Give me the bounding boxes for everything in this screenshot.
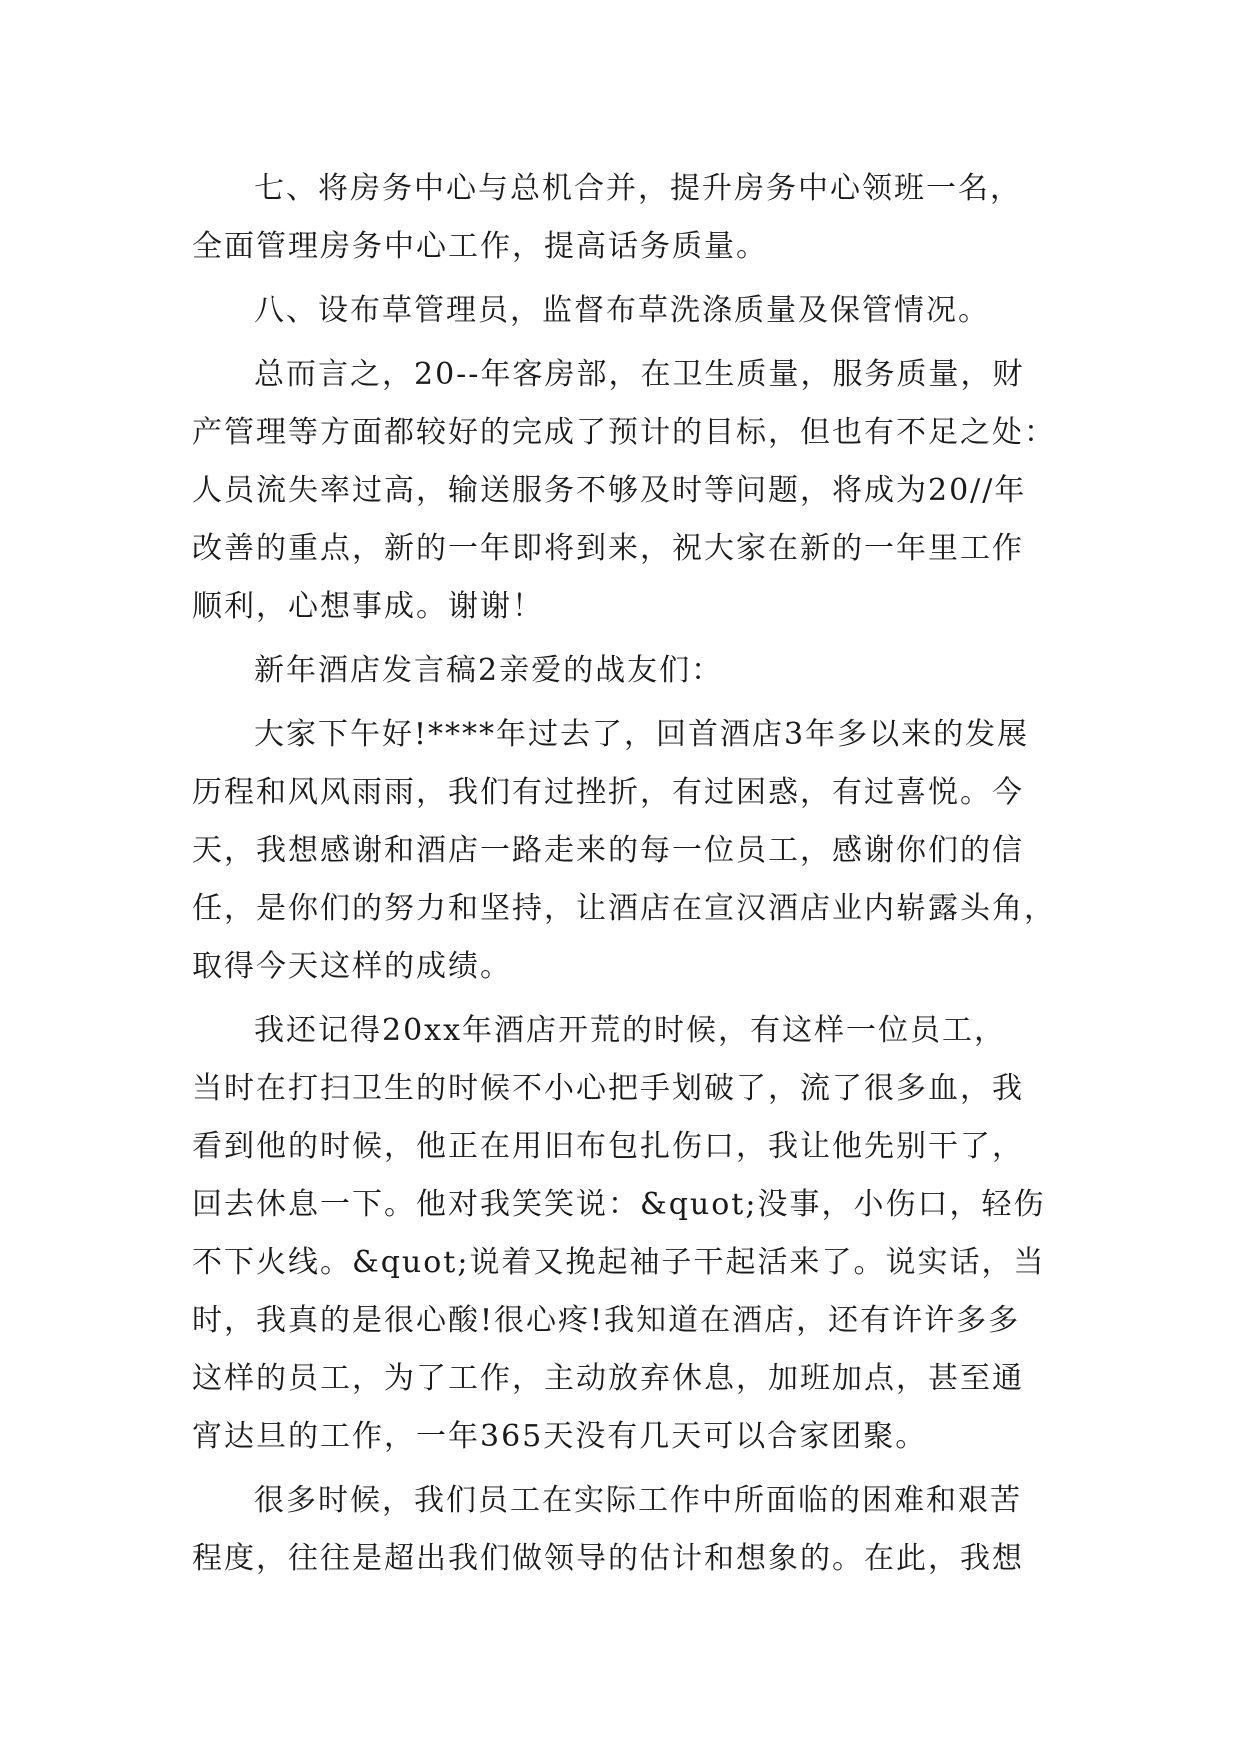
paragraph-line: 时，我真的是很心酸!很心疼!我知道在酒店，还有许许多多 <box>192 1303 1021 1338</box>
paragraph-line: 八、设布草管理员，监督布草洗涤质量及保管情况。 <box>254 293 990 328</box>
paragraph-line: 看到他的时候，他正在用旧布包扎伤口，我让他先别干了， <box>192 1129 1024 1164</box>
paragraph-line: 任，是你们的努力和坚持，让酒店在宣汉酒店业内崭露头角， <box>192 891 1056 926</box>
paragraph-line: 人员流失率过高，输送服务不够及时等问题，将成为20//年 <box>192 473 1027 508</box>
paragraph-line: 全面管理房务中心工作，提高话务质量。 <box>192 229 768 264</box>
paragraph-line: 宵达旦的工作，一年365天没有几天可以合家团聚。 <box>192 1419 928 1454</box>
paragraph-line: 很多时候，我们员工在实际工作中所面临的困难和艰苦 <box>254 1483 1022 1518</box>
document-body <box>192 160 1064 1588</box>
paragraph-line: 新年酒店发言稿2亲爱的战友们： <box>254 653 724 688</box>
paragraph-line: 这样的员工，为了工作，主动放弃休息，加班加点，甚至通 <box>192 1361 1024 1396</box>
paragraph-line: 不下火线。&quot;说着又挽起袖子干起活来了。说实话，当 <box>192 1245 1046 1280</box>
paragraph-line: 产管理等方面都较好的完成了预计的目标，但也有不足之处： <box>192 415 1056 450</box>
paragraph-line: 当时在打扫卫生的时候不小心把手划破了，流了很多血，我 <box>192 1071 1024 1106</box>
paragraph-line: 我还记得20xx年酒店开荒的时候，有这样一位员工， <box>254 1013 1007 1048</box>
paragraph-line: 天，我想感谢和酒店一路走来的每一位员工，感谢你们的信 <box>192 833 1024 868</box>
paragraph-line: 顺利，心想事成。谢谢！ <box>192 589 544 624</box>
paragraph-line: 七、将房务中心与总机合并，提升房务中心领班一名， <box>254 171 1022 206</box>
paragraph-line: 取得今天这样的成绩。 <box>192 949 512 984</box>
paragraph-line: 总而言之，20--年客房部，在卫生质量，服务质量，财 <box>254 357 1025 392</box>
paragraph-line: 历程和风风雨雨，我们有过挫折，有过困惑，有过喜悦。今 <box>192 775 1024 810</box>
paragraph-line: 程度，往往是超出我们做领导的估计和想象的。在此，我想 <box>192 1541 1024 1576</box>
paragraph-line: 大家下午好!****年过去了，回首酒店3年多以来的发展 <box>254 717 1030 752</box>
paragraph-line: 改善的重点，新的一年即将到来，祝大家在新的一年里工作 <box>192 531 1024 566</box>
paragraph-line: 回去休息一下。他对我笑笑说：&quot;没事，小伤口，轻伤 <box>192 1187 1046 1222</box>
